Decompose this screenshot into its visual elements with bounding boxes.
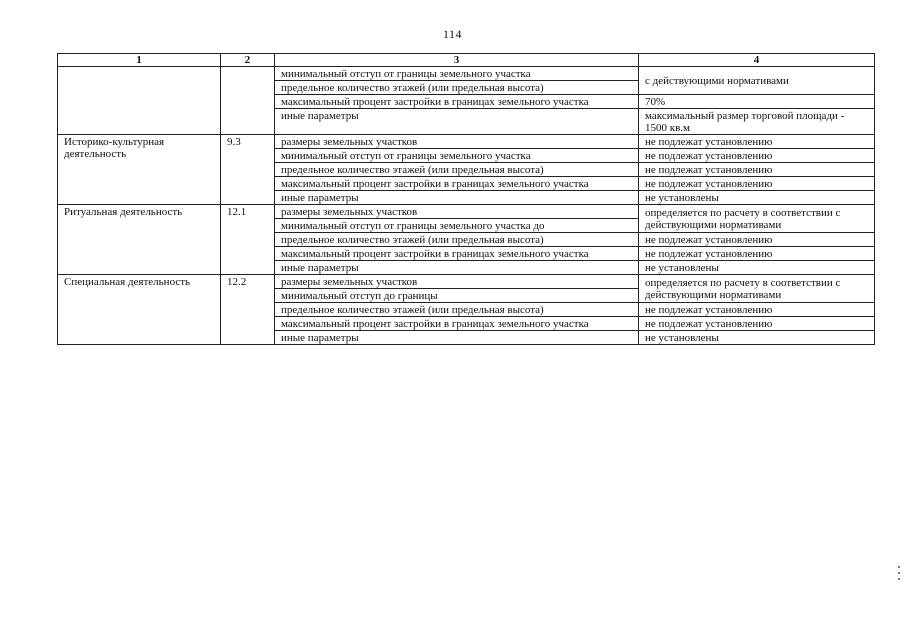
- table-row: [58, 67, 875, 81]
- value-cell: не установлены: [639, 261, 875, 275]
- activity-cell: [58, 67, 221, 135]
- parameter-cell: иные параметры: [275, 261, 639, 275]
- parameter-cell: максимальный процент застройки в границах земельного участка: [275, 317, 639, 331]
- parameter-cell: иные параметры: [275, 331, 639, 345]
- parameter-cell: предельное количество этажей (или предельная высота): [275, 303, 639, 317]
- code-cell: 12.1: [221, 205, 275, 275]
- page-number: 114: [442, 27, 463, 41]
- parameter-cell: минимальный отступ до границы: [275, 289, 639, 303]
- parameter-cell: иные параметры: [275, 109, 639, 135]
- parameter-cell: максимальный процент застройки в границах земельного участка: [275, 177, 639, 191]
- parameter-cell: размеры земельных участков: [275, 135, 639, 149]
- parameter-cell: иные параметры: [275, 191, 639, 205]
- regulations-table: [57, 53, 875, 345]
- parameter-cell: минимальный отступ от границы земельного участка: [275, 149, 639, 163]
- table-row: [58, 275, 875, 289]
- column-header: 4: [639, 54, 875, 67]
- parameter-cell: максимальный процент застройки в границах земельного участка: [275, 95, 639, 109]
- parameter-cell: предельное количество этажей (или предельная высота): [275, 81, 639, 95]
- parameter-cell: размеры земельных участков: [275, 205, 639, 219]
- parameter-cell: минимальный отступ от границы земельного участка до: [275, 219, 639, 233]
- column-header: 1: [58, 54, 221, 67]
- activity-cell: Специальная деятельность: [58, 275, 221, 345]
- table-header-row: [58, 54, 875, 67]
- table-row: [58, 135, 875, 149]
- value-cell: не подлежат установлению: [639, 317, 875, 331]
- parameter-cell: размеры земельных участков: [275, 275, 639, 289]
- parameter-cell: максимальный процент застройки в границах земельного участка: [275, 247, 639, 261]
- column-header: 3: [275, 54, 639, 67]
- value-cell: не подлежат установлению: [639, 177, 875, 191]
- value-cell: не установлены: [639, 191, 875, 205]
- parameter-cell: предельное количество этажей (или предельная высота): [275, 233, 639, 247]
- value-cell: не подлежат установлению: [639, 247, 875, 261]
- parameter-cell: предельное количество этажей (или предельная высота): [275, 163, 639, 177]
- value-cell: максимальный размер торговой площади - 1500 кв.м: [639, 109, 875, 135]
- table-body: [58, 67, 875, 345]
- value-cell: определяется по расчету в соответствии с действующими нормативами: [639, 205, 875, 233]
- parameter-cell: минимальный отступ от границы земельного участка: [275, 67, 639, 81]
- value-cell: не подлежат установлению: [639, 163, 875, 177]
- value-cell: не подлежат установлению: [639, 233, 875, 247]
- value-cell: 70%: [639, 95, 875, 109]
- activity-cell: Историко-культурная деятельность: [58, 135, 221, 205]
- scan-marks: [898, 566, 901, 586]
- code-cell: [221, 67, 275, 135]
- value-cell: не подлежат установлению: [639, 149, 875, 163]
- table-row: [58, 205, 875, 219]
- code-cell: 9.3: [221, 135, 275, 205]
- code-cell: 12.2: [221, 275, 275, 345]
- activity-cell: Ритуальная деятельность: [58, 205, 221, 275]
- value-cell: не установлены: [639, 331, 875, 345]
- column-header: 2: [221, 54, 275, 67]
- value-cell: не подлежат установлению: [639, 135, 875, 149]
- value-cell: определяется по расчету в соответствии с действующими нормативами: [639, 275, 875, 303]
- value-cell: не подлежат установлению: [639, 303, 875, 317]
- value-cell: с действующими нормативами: [639, 67, 875, 95]
